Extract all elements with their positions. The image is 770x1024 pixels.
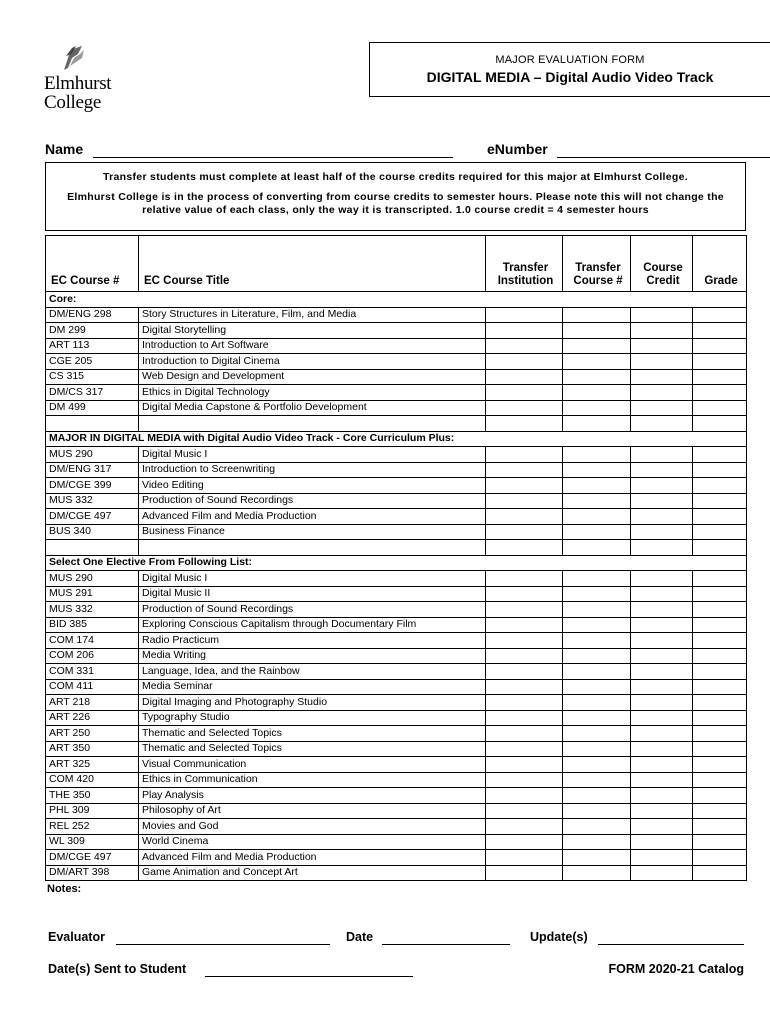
- course-title: Introduction to Screenwriting: [139, 462, 486, 478]
- course-number: DM/CGE 497: [46, 850, 139, 866]
- course-title: Ethics in Communication: [139, 772, 486, 788]
- course-row: [46, 865, 747, 881]
- course-number: ART 250: [46, 726, 139, 742]
- transfer-institution-cell[interactable]: [486, 834, 563, 850]
- form-title: DIGITAL MEDIA – Digital Audio Video Track: [426, 69, 714, 85]
- course-title: Production of Sound Recordings: [139, 493, 486, 509]
- transfer-institution-cell[interactable]: [486, 757, 563, 773]
- section-heading-row: [46, 555, 747, 571]
- course-title: Digital Media Capstone & Portfolio Development: [139, 400, 486, 416]
- transfer-course-cell[interactable]: [563, 741, 631, 757]
- grade-cell[interactable]: [693, 385, 747, 401]
- grade-cell[interactable]: [693, 338, 747, 354]
- transfer-course-cell[interactable]: [563, 447, 631, 463]
- transfer-course-cell[interactable]: [563, 648, 631, 664]
- transfer-course-cell[interactable]: [563, 788, 631, 804]
- course-number: DM/CGE 497: [46, 509, 139, 525]
- notice-line-2: Elmhurst College is in the process of converting from course credits to semester hours. Please note this will not change the relative value of each class, only the way it is transcripted. 1.0 course credit = 4 semester hours: [67, 191, 724, 216]
- transfer-institution-cell[interactable]: [486, 695, 563, 711]
- grade-cell[interactable]: [693, 772, 747, 788]
- course-credit-cell[interactable]: [631, 803, 693, 819]
- course-row: [46, 819, 747, 835]
- course-number: CGE 205: [46, 354, 139, 370]
- section-heading: MAJOR IN DIGITAL MEDIA with Digital Audio Video Track - Core Curriculum Plus:: [46, 431, 747, 447]
- updates-field[interactable]: [598, 944, 744, 945]
- name-label: Name: [45, 141, 84, 157]
- transfer-course-cell[interactable]: [563, 850, 631, 866]
- col-transfer-course-number: Transfer Course #: [563, 236, 631, 292]
- course-number: COM 206: [46, 648, 139, 664]
- grade-cell[interactable]: [693, 741, 747, 757]
- course-credit-cell[interactable]: [631, 865, 693, 881]
- course-credit-cell[interactable]: [631, 400, 693, 416]
- transfer-course-cell[interactable]: [563, 819, 631, 835]
- course-number: [46, 416, 139, 432]
- transfer-course-cell[interactable]: [563, 571, 631, 587]
- section-heading-row: [46, 431, 747, 447]
- course-number: DM/ENG 298: [46, 307, 139, 323]
- transfer-institution-cell[interactable]: [486, 741, 563, 757]
- grade-cell[interactable]: [693, 493, 747, 509]
- course-number: REL 252: [46, 819, 139, 835]
- date-field[interactable]: [382, 944, 510, 945]
- course-credit-cell[interactable]: [631, 757, 693, 773]
- course-row: [46, 834, 747, 850]
- form-title-box: [369, 42, 770, 97]
- course-row: [46, 307, 747, 323]
- course-table: [45, 235, 747, 881]
- college-emblem-icon: [60, 44, 86, 72]
- col-ec-course-title: EC Course Title: [139, 236, 486, 292]
- course-title: Digital Music I: [139, 447, 486, 463]
- course-row: [46, 385, 747, 401]
- transfer-course-cell[interactable]: [563, 307, 631, 323]
- course-row: [46, 648, 747, 664]
- transfer-institution-cell[interactable]: [486, 478, 563, 494]
- course-number: ART 226: [46, 710, 139, 726]
- course-title: Introduction to Art Software: [139, 338, 486, 354]
- course-number: COM 331: [46, 664, 139, 680]
- course-number: CS 315: [46, 369, 139, 385]
- course-title: Language, Idea, and the Rainbow: [139, 664, 486, 680]
- col-ec-course-number: EC Course #: [46, 236, 139, 292]
- course-row: [46, 664, 747, 680]
- transfer-institution-cell[interactable]: [486, 354, 563, 370]
- course-credit-cell[interactable]: [631, 664, 693, 680]
- course-title: Digital Music I: [139, 571, 486, 587]
- course-number: MUS 291: [46, 586, 139, 602]
- transfer-institution-cell[interactable]: [486, 602, 563, 618]
- course-title: Thematic and Selected Topics: [139, 741, 486, 757]
- grade-cell[interactable]: [693, 447, 747, 463]
- transfer-institution-cell[interactable]: [486, 462, 563, 478]
- grade-cell[interactable]: [693, 617, 747, 633]
- section-heading-row: [46, 292, 747, 308]
- transfer-course-cell[interactable]: [563, 400, 631, 416]
- grade-cell[interactable]: [693, 679, 747, 695]
- course-credit-cell[interactable]: [631, 416, 693, 432]
- transfer-institution-cell[interactable]: [486, 865, 563, 881]
- course-number: DM/CS 317: [46, 385, 139, 401]
- course-row: [46, 400, 747, 416]
- student-info-row: [45, 141, 745, 161]
- grade-cell[interactable]: [693, 633, 747, 649]
- transfer-course-cell[interactable]: [563, 602, 631, 618]
- course-title: Game Animation and Concept Art: [139, 865, 486, 881]
- grade-cell[interactable]: [693, 788, 747, 804]
- course-credit-cell[interactable]: [631, 726, 693, 742]
- course-row: [46, 726, 747, 742]
- course-row: [46, 602, 747, 618]
- course-title: Introduction to Digital Cinema: [139, 354, 486, 370]
- course-title: Thematic and Selected Topics: [139, 726, 486, 742]
- course-number: DM 499: [46, 400, 139, 416]
- course-row: [46, 338, 747, 354]
- course-row: [46, 369, 747, 385]
- grade-cell[interactable]: [693, 540, 747, 556]
- grade-cell[interactable]: [693, 571, 747, 587]
- transfer-institution-cell[interactable]: [486, 524, 563, 540]
- course-title: Play Analysis: [139, 788, 486, 804]
- transfer-course-cell[interactable]: [563, 633, 631, 649]
- course-number: COM 420: [46, 772, 139, 788]
- course-title: Visual Communication: [139, 757, 486, 773]
- transfer-course-cell[interactable]: [563, 834, 631, 850]
- course-credit-cell[interactable]: [631, 741, 693, 757]
- course-row: [46, 850, 747, 866]
- course-credit-cell[interactable]: [631, 540, 693, 556]
- sent-to-student-field[interactable]: [205, 976, 413, 977]
- course-number: MUS 332: [46, 602, 139, 618]
- course-title: Business Finance: [139, 524, 486, 540]
- transfer-institution-cell[interactable]: [486, 447, 563, 463]
- course-credit-cell[interactable]: [631, 571, 693, 587]
- course-row: [46, 509, 747, 525]
- course-number: THE 350: [46, 788, 139, 804]
- course-number: ART 218: [46, 695, 139, 711]
- course-credit-cell[interactable]: [631, 478, 693, 494]
- transfer-course-cell[interactable]: [563, 354, 631, 370]
- transfer-institution-cell[interactable]: [486, 679, 563, 695]
- grade-cell[interactable]: [693, 524, 747, 540]
- transfer-institution-cell[interactable]: [486, 416, 563, 432]
- course-title: Production of Sound Recordings: [139, 602, 486, 618]
- course-credit-cell[interactable]: [631, 819, 693, 835]
- course-row: [46, 741, 747, 757]
- course-title: Advanced Film and Media Production: [139, 850, 486, 866]
- course-number: WL 309: [46, 834, 139, 850]
- course-title: Digital Storytelling: [139, 323, 486, 339]
- transfer-course-cell[interactable]: [563, 462, 631, 478]
- course-title: [139, 540, 486, 556]
- course-credit-cell[interactable]: [631, 493, 693, 509]
- grade-cell[interactable]: [693, 416, 747, 432]
- course-credit-cell[interactable]: [631, 462, 693, 478]
- course-row: [46, 354, 747, 370]
- course-row: [46, 757, 747, 773]
- grade-cell[interactable]: [693, 307, 747, 323]
- course-credit-cell[interactable]: [631, 354, 693, 370]
- transfer-institution-cell[interactable]: [486, 509, 563, 525]
- grade-cell[interactable]: [693, 323, 747, 339]
- course-row: [46, 571, 747, 587]
- course-number: MUS 290: [46, 447, 139, 463]
- course-title: Radio Practicum: [139, 633, 486, 649]
- transfer-notice: [45, 162, 746, 231]
- form-kicker: MAJOR EVALUATION FORM: [495, 54, 645, 66]
- transfer-institution-cell[interactable]: [486, 772, 563, 788]
- course-row: [46, 617, 747, 633]
- course-number: [46, 540, 139, 556]
- transfer-institution-cell[interactable]: [486, 338, 563, 354]
- grade-cell[interactable]: [693, 710, 747, 726]
- course-row: [46, 710, 747, 726]
- transfer-course-cell[interactable]: [563, 416, 631, 432]
- transfer-institution-cell[interactable]: [486, 819, 563, 835]
- enumber-label: eNumber: [487, 141, 548, 157]
- evaluator-label: Evaluator: [48, 930, 105, 944]
- transfer-course-cell[interactable]: [563, 369, 631, 385]
- grade-cell[interactable]: [693, 819, 747, 835]
- course-credit-cell[interactable]: [631, 323, 693, 339]
- course-number: PHL 309: [46, 803, 139, 819]
- name-field[interactable]: [93, 157, 453, 158]
- transfer-course-cell[interactable]: [563, 323, 631, 339]
- course-row: [46, 540, 747, 556]
- transfer-course-cell[interactable]: [563, 757, 631, 773]
- grade-cell[interactable]: [693, 834, 747, 850]
- course-row: [46, 803, 747, 819]
- section-heading: Core:: [46, 292, 747, 308]
- date-label: Date: [346, 930, 374, 944]
- grade-cell[interactable]: [693, 602, 747, 618]
- transfer-course-cell[interactable]: [563, 385, 631, 401]
- transfer-institution-cell[interactable]: [486, 788, 563, 804]
- transfer-course-cell[interactable]: [563, 710, 631, 726]
- course-row: [46, 323, 747, 339]
- course-credit-cell[interactable]: [631, 617, 693, 633]
- catalog-label: FORM 2020-21 Catalog: [608, 962, 744, 976]
- transfer-course-cell[interactable]: [563, 865, 631, 881]
- table-header-row: [46, 236, 747, 292]
- course-credit-cell[interactable]: [631, 788, 693, 804]
- transfer-institution-cell[interactable]: [486, 850, 563, 866]
- course-title: Media Writing: [139, 648, 486, 664]
- grade-cell[interactable]: [693, 509, 747, 525]
- course-title: Movies and God: [139, 819, 486, 835]
- transfer-course-cell[interactable]: [563, 772, 631, 788]
- transfer-institution-cell[interactable]: [486, 307, 563, 323]
- transfer-course-cell[interactable]: [563, 493, 631, 509]
- course-number: COM 411: [46, 679, 139, 695]
- course-row: [46, 788, 747, 804]
- course-table-body: [46, 292, 747, 881]
- college-name: Elmhurst College: [44, 73, 112, 113]
- transfer-institution-cell[interactable]: [486, 710, 563, 726]
- course-credit-cell[interactable]: [631, 586, 693, 602]
- transfer-institution-cell[interactable]: [486, 385, 563, 401]
- transfer-institution-cell[interactable]: [486, 323, 563, 339]
- transfer-course-cell[interactable]: [563, 695, 631, 711]
- grade-cell[interactable]: [693, 865, 747, 881]
- grade-cell[interactable]: [693, 664, 747, 680]
- course-title: Digital Imaging and Photography Studio: [139, 695, 486, 711]
- transfer-course-cell[interactable]: [563, 617, 631, 633]
- course-row: [46, 493, 747, 509]
- course-number: COM 174: [46, 633, 139, 649]
- course-title: Advanced Film and Media Production: [139, 509, 486, 525]
- transfer-institution-cell[interactable]: [486, 571, 563, 587]
- updates-label: Update(s): [530, 930, 588, 944]
- transfer-course-cell[interactable]: [563, 540, 631, 556]
- section-heading: Select One Elective From Following List:: [46, 555, 747, 571]
- course-title: Video Editing: [139, 478, 486, 494]
- course-row: [46, 586, 747, 602]
- transfer-course-cell[interactable]: [563, 524, 631, 540]
- course-title: World Cinema: [139, 834, 486, 850]
- course-credit-cell[interactable]: [631, 385, 693, 401]
- course-number: MUS 290: [46, 571, 139, 587]
- course-credit-cell[interactable]: [631, 710, 693, 726]
- course-row: [46, 524, 747, 540]
- transfer-institution-cell[interactable]: [486, 540, 563, 556]
- course-number: DM/ENG 317: [46, 462, 139, 478]
- transfer-institution-cell[interactable]: [486, 369, 563, 385]
- course-title: Exploring Conscious Capitalism through Documentary Film: [139, 617, 486, 633]
- transfer-institution-cell[interactable]: [486, 803, 563, 819]
- transfer-institution-cell[interactable]: [486, 648, 563, 664]
- transfer-course-cell[interactable]: [563, 664, 631, 680]
- grade-cell[interactable]: [693, 586, 747, 602]
- notes-label: Notes:: [47, 883, 82, 895]
- course-number: BUS 340: [46, 524, 139, 540]
- grade-cell[interactable]: [693, 369, 747, 385]
- enumber-field[interactable]: [557, 157, 770, 158]
- course-row: [46, 633, 747, 649]
- course-number: DM 299: [46, 323, 139, 339]
- course-credit-cell[interactable]: [631, 834, 693, 850]
- transfer-course-cell[interactable]: [563, 478, 631, 494]
- transfer-institution-cell[interactable]: [486, 664, 563, 680]
- grade-cell[interactable]: [693, 726, 747, 742]
- grade-cell[interactable]: [693, 757, 747, 773]
- course-title: Story Structures in Literature, Film, and Media: [139, 307, 486, 323]
- course-number: DM/ART 398: [46, 865, 139, 881]
- grade-cell[interactable]: [693, 695, 747, 711]
- grade-cell[interactable]: [693, 803, 747, 819]
- sent-to-student-label: Date(s) Sent to Student: [48, 962, 187, 976]
- transfer-course-cell[interactable]: [563, 803, 631, 819]
- transfer-institution-cell[interactable]: [486, 633, 563, 649]
- transfer-course-cell[interactable]: [563, 679, 631, 695]
- grade-cell[interactable]: [693, 400, 747, 416]
- transfer-institution-cell[interactable]: [486, 586, 563, 602]
- course-row: [46, 679, 747, 695]
- course-title: Typography Studio: [139, 710, 486, 726]
- course-credit-cell[interactable]: [631, 602, 693, 618]
- course-credit-cell[interactable]: [631, 369, 693, 385]
- course-row: [46, 695, 747, 711]
- col-grade: Grade: [693, 236, 747, 292]
- course-credit-cell[interactable]: [631, 524, 693, 540]
- course-row: [46, 447, 747, 463]
- transfer-institution-cell[interactable]: [486, 400, 563, 416]
- course-title: Digital Music II: [139, 586, 486, 602]
- course-row: [46, 772, 747, 788]
- grade-cell[interactable]: [693, 354, 747, 370]
- transfer-course-cell[interactable]: [563, 509, 631, 525]
- course-number: MUS 332: [46, 493, 139, 509]
- evaluator-field[interactable]: [116, 944, 330, 945]
- course-title: Ethics in Digital Technology: [139, 385, 486, 401]
- course-credit-cell[interactable]: [631, 772, 693, 788]
- transfer-course-cell[interactable]: [563, 586, 631, 602]
- course-row: [46, 416, 747, 432]
- course-credit-cell[interactable]: [631, 679, 693, 695]
- course-number: BID 385: [46, 617, 139, 633]
- course-credit-cell[interactable]: [631, 695, 693, 711]
- grade-cell[interactable]: [693, 850, 747, 866]
- transfer-institution-cell[interactable]: [486, 617, 563, 633]
- course-row: [46, 462, 747, 478]
- course-number: ART 325: [46, 757, 139, 773]
- col-transfer-institution: Transfer Institution: [486, 236, 563, 292]
- course-credit-cell[interactable]: [631, 307, 693, 323]
- course-title: Philosophy of Art: [139, 803, 486, 819]
- course-credit-cell[interactable]: [631, 850, 693, 866]
- course-number: DM/CGE 399: [46, 478, 139, 494]
- grade-cell[interactable]: [693, 478, 747, 494]
- grade-cell[interactable]: [693, 462, 747, 478]
- course-title: [139, 416, 486, 432]
- course-credit-cell[interactable]: [631, 338, 693, 354]
- transfer-course-cell[interactable]: [563, 726, 631, 742]
- course-credit-cell[interactable]: [631, 648, 693, 664]
- course-number: ART 350: [46, 741, 139, 757]
- transfer-course-cell[interactable]: [563, 338, 631, 354]
- course-credit-cell[interactable]: [631, 633, 693, 649]
- course-credit-cell[interactable]: [631, 509, 693, 525]
- course-credit-cell[interactable]: [631, 447, 693, 463]
- transfer-institution-cell[interactable]: [486, 726, 563, 742]
- grade-cell[interactable]: [693, 648, 747, 664]
- course-title: Media Seminar: [139, 679, 486, 695]
- col-course-credit: Course Credit: [631, 236, 693, 292]
- transfer-institution-cell[interactable]: [486, 493, 563, 509]
- course-row: [46, 478, 747, 494]
- course-title: Web Design and Development: [139, 369, 486, 385]
- notice-line-1: Transfer students must complete at least half of the course credits required for this major at Elmhurst College.: [103, 171, 688, 183]
- course-number: ART 113: [46, 338, 139, 354]
